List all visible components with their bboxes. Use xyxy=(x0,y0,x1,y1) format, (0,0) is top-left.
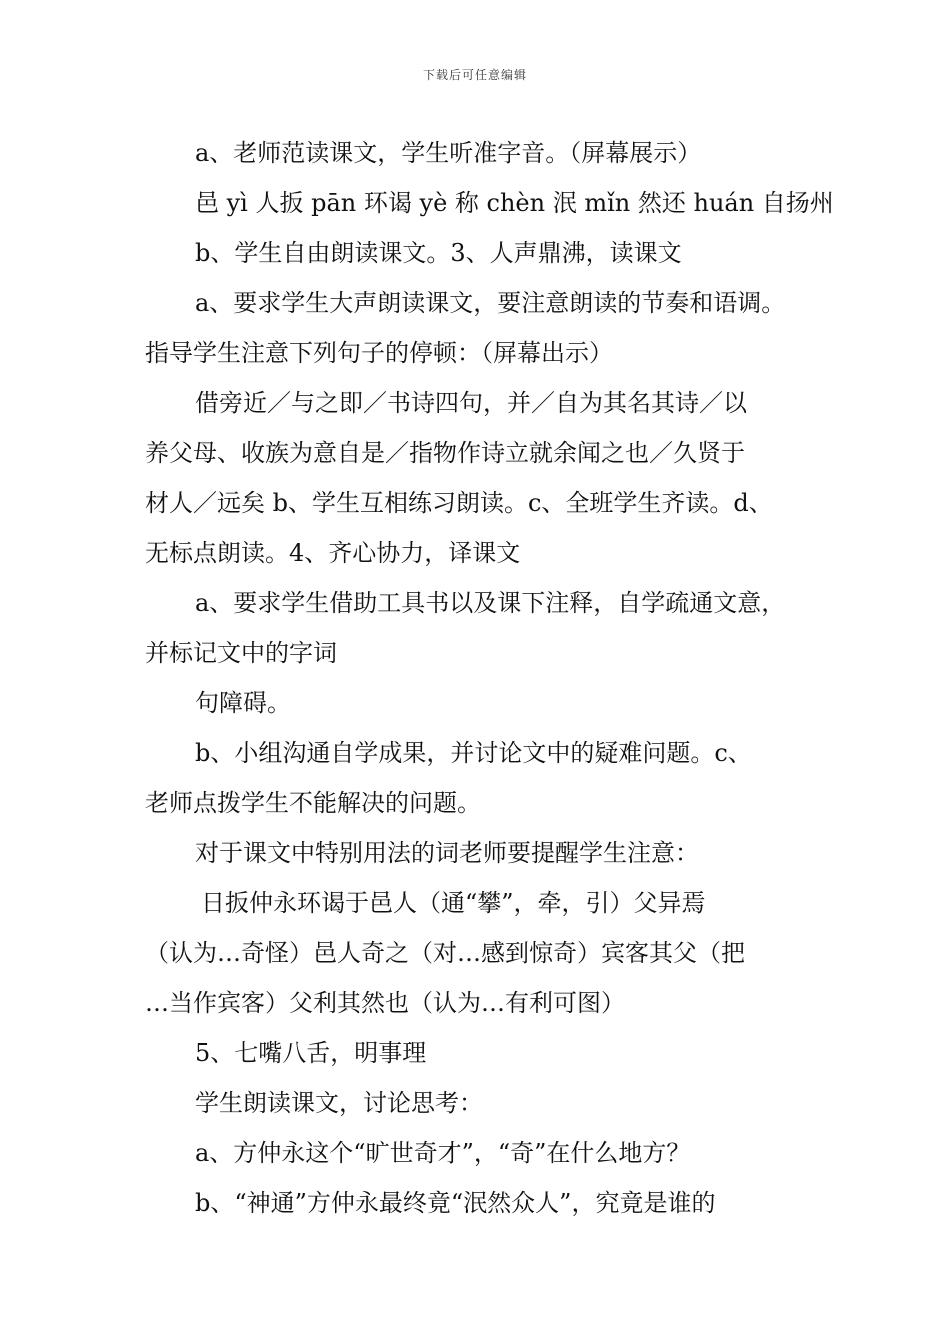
text-line: …当作宾客）父利其然也（认为…有利可图） xyxy=(145,989,625,1017)
text-line: （认为…奇怪）邑人奇之（对…感到惊奇）宾客其父（把 xyxy=(145,939,745,967)
text-line: a、方仲永这个“旷世奇才”，“奇”在什么地方？ xyxy=(195,1139,691,1167)
text-line: 学生朗读课文，讨论思考： xyxy=(195,1089,483,1117)
text-line: 无标点朗读。4、齐心协力，译课文 xyxy=(145,539,521,567)
text-line: a、老师范读课文，学生听准字音。（屏幕展示） xyxy=(195,139,702,167)
text-line: 指导学生注意下列句子的停顿：（屏幕出示） xyxy=(145,339,613,367)
text-line: 材人／远矣 b、学生互相练习朗读。c、全班学生齐读。d、 xyxy=(145,489,773,517)
text-line: 老师点拨学生不能解决的问题。 xyxy=(145,789,481,817)
text-line: 对于课文中特别用法的词老师要提醒学生注意： xyxy=(195,839,699,867)
text-line: a、要求学生借助工具书以及课下注释，自学疏通文意， xyxy=(195,589,786,617)
text-line: a、要求学生大声朗读课文，要注意朗读的节奏和语调。 xyxy=(195,289,786,317)
document-body xyxy=(145,128,834,1228)
text-line: 句障碍。 xyxy=(195,689,291,717)
text-line: 并标记文中的字词 xyxy=(145,639,337,667)
text-line: 邑 yì 人扳 pān 环谒 yè 称 chèn 泯 mǐn 然还 huán 自扬州 xyxy=(195,189,834,217)
page-header: 下载后可任意编辑 xyxy=(422,68,527,82)
text-line: b、“神通”方仲永最终竟“泯然众人”，究竟是谁的 xyxy=(195,1189,716,1217)
text-line: 养父母、收族为意自是／指物作诗立就余闻之也／久贤于 xyxy=(145,439,745,467)
text-line: 5、七嘴八舌，明事理 xyxy=(195,1039,427,1067)
text-line: b、学生自由朗读课文。3、人声鼎沸，读课文 xyxy=(195,239,682,267)
text-line: 日扳仲永环谒于邑人（通“攀”，牵，引）父异焉 xyxy=(201,889,706,917)
text-line: 借旁近／与之即／书诗四句，并／自为其名其诗／以 xyxy=(195,389,747,417)
text-line: b、小组沟通自学成果，并讨论文中的疑难问题。c、 xyxy=(195,739,752,767)
